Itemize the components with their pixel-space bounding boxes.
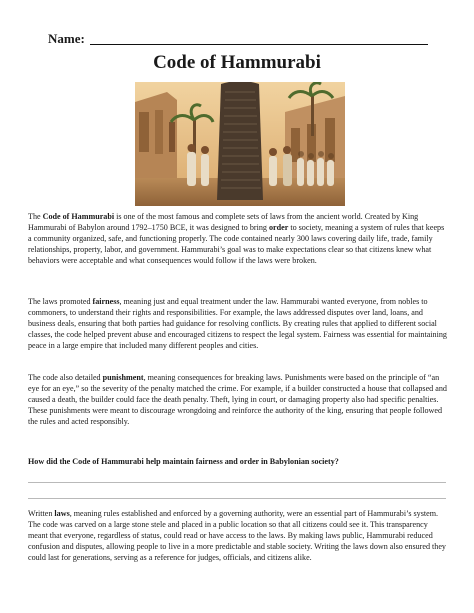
punishment-paragraph: The code also detailed punishment, meaning consequences for breaking laws. Punishments were based on the principle of “an eye for an eye,” so the severity of the penalty matched the crime. For example, if a builder constructed a house that collapsed and caused a death, the builder could face the death penalty. Theft, lying in court, or damaging property also had specific penalties. These punishments were meant to discourage wrongdoing and reinforce the authority of the king, ensuring that people followed the rules and acted responsibly. (28, 373, 447, 427)
name-blank-line[interactable] (90, 44, 428, 45)
name-label: Name: (48, 31, 85, 46)
answer-line-2[interactable] (28, 498, 446, 499)
illustration-svg (135, 82, 345, 206)
written-laws-paragraph: Written laws, meaning rules established and enforced by a governing authority, were an essential part of Hammurabi’s system. The code was carved on a large stone stele and placed in a public location so that all citizens could see it. This transparency meant that everyone, regardless of status, could read or have access to the laws. By making laws public, Hammurabi reduced confusion and disputes, allowing people to live in a more predictable and stable society. Writing the laws down also ensured they could last for generations, serving as a reference for judges, officials, and citizens alike. (28, 509, 446, 563)
term-order: order (268, 223, 289, 233)
page-title: Code of Hammurabi (153, 52, 321, 73)
answer-line-1[interactable] (28, 482, 446, 483)
intro-paragraph: The Code of Hammurabi is one of the most famous and complete sets of laws from the ancient world. Created by King Hammurabi of Babylon around 1792–1750 BCE, it was designed to bring order to society, meaning a system of rules that keeps a community organized, safe, and functioning properly. The code contained nearly 300 laws covering daily life, trade, family relationships, property, labor, and government. Hammurabi’s goal was to make expectations clear so that citizens knew what behaviors were acceptable and what consequences would follow if the laws were broken. (28, 212, 445, 266)
fairness-paragraph: The laws promoted fairness, meaning just and equal treatment under the law. Hammurabi wanted everyone, from nobles to commoners, to understand their rights and responsibilities. For example, the laws addressed disputes over land, loans, and business deals, ensuring that both parties had guidance for resolving conflicts. By creating rules that applied to different social classes, the code helped prevent abuse and encouraged citizens to respect the legal system. Fairness was essential for maintaining peace in a large empire that included many different peoples and cities. (28, 297, 447, 351)
question-prompt: How did the Code of Hammurabi help maintain fairness and order in Babylonian society? (28, 457, 339, 466)
hammurabi-stele-illustration (135, 82, 345, 206)
name-field (48, 31, 428, 47)
term-punishment: punishment (102, 373, 144, 382)
term-fairness: fairness (92, 297, 120, 306)
term-code-of-hammurabi: Code of Hammurabi (42, 212, 115, 221)
term-laws: laws (54, 509, 70, 518)
